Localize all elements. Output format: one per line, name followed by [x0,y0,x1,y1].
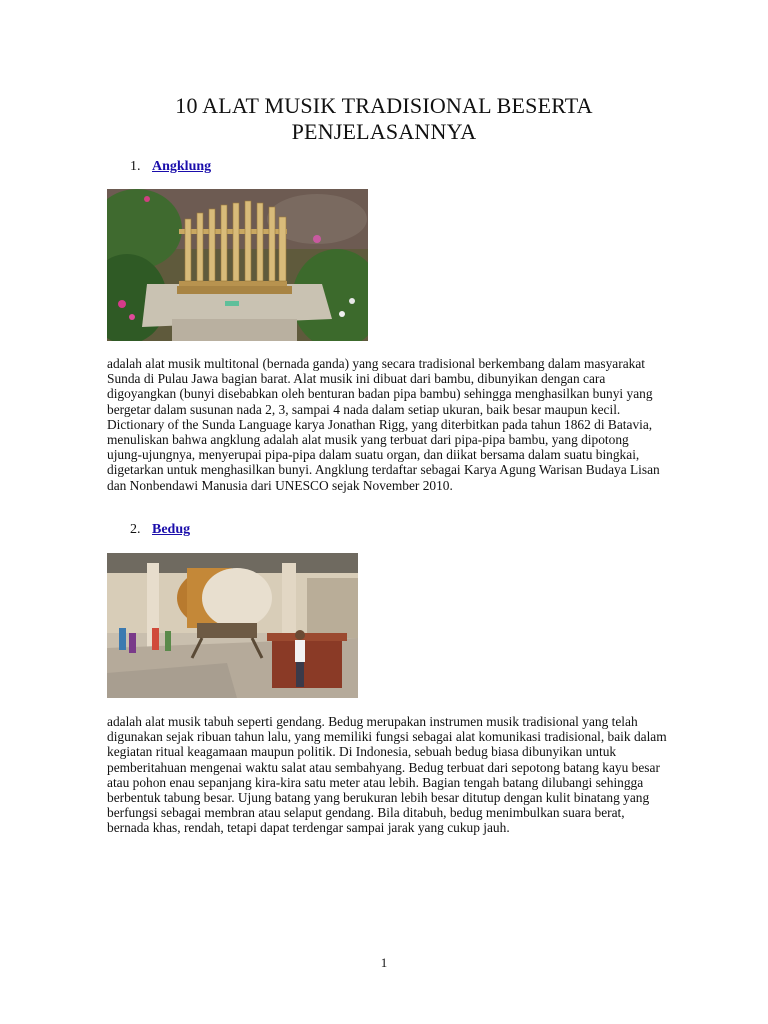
angklung-description: adalah alat musik multitonal (bernada ganda) yang secara tradisional berkembang dalam masyarakat Sunda di Pulau Jawa bagian barat. Alat musik ini dibuat dari bambu, dibunyikan dengan cara digoyangkan (bunyi disebabkan oleh benturan badan pipa bambu) sehingga menghasilkan bunyi yang bergetar dalam susunan nada 2, 3, sampai 4 nada dalam setiap ukuran, baik besar maupun kecil. Dictionary of the Sunda Language karya Jonathan Rigg, yang diterbitkan pada tahun 1862 di Batavia, menuliskan bahwa angklung adalah alat musik yang terbuat dari pipa-pipa bambu, yang dipotong ujung-ujungnya, menyerupai pipa-pipa dalam suatu organ, dan diikat bersama dalam suatu bingkai, digetarkan untuk menghasilkan bunyi. Angklung terdaftar sebagai Karya Agung Warisan Budaya Lisan dan Nonbendawi Manusia dari UNESCO sejak November 2010. [107,356,660,493]
bedug-photo [107,553,358,698]
angklung-photo [107,189,368,341]
list-number: 2. [130,522,141,537]
list-item-bedug [130,522,190,538]
list-number: 1. [130,159,141,174]
page-number: 1 [380,955,388,970]
bedug-description: adalah alat musik tabuh seperti gendang. Bedug merupakan instrumen musik tradisional yang telah digunakan sejak ribuan tahun lalu, yang memiliki fungsi sebagai alat komunikasi tradisional, baik dalam kegiatan ritual keagamaan maupun politik. Di Indonesia, sebuah bedug biasa dibunyikan untuk pemberitahuan mengenai waktu salat atau sembahyang. Bedug terbuat dari sepotong batang kayu besar atau pohon enau sepanjang kira-kira satu meter atau lebih. Bagian tengah batang dilubangi sehingga berbentuk tabung besar. Ujung batang yang berukuran lebih besar ditutup dengan kulit binatang yang berfungsi sebagai membran atau selaput gendang. Bila ditabuh, bedug menimbulkan suara berat, bernada khas, rendah, tetapi dapat terdengar sampai jarak yang cukup jauh. [107,714,667,836]
title-line-2: PENJELASANNYA [291,119,477,144]
bedug-image [107,553,358,698]
bedug-link[interactable]: Bedug [152,522,191,537]
title-line-1: 10 ALAT MUSIK TRADISIONAL BESERTA [175,93,593,118]
list-item-angklung [130,159,211,175]
angklung-link[interactable]: Angklung [152,159,212,174]
page-title [0,93,768,145]
angklung-image [107,189,368,341]
